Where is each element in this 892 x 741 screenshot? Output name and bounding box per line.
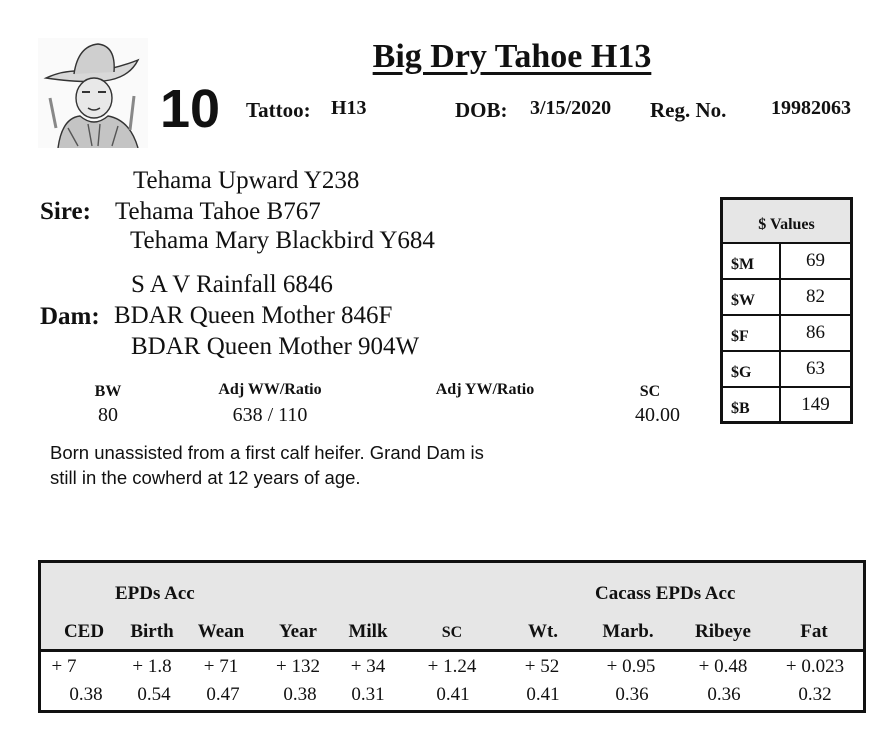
epd-value: + 52 xyxy=(524,656,560,677)
column-header: Birth xyxy=(130,621,174,642)
epd-value: + 0.48 xyxy=(698,656,748,677)
dob-label: DOB: xyxy=(455,98,508,122)
lot-number: 10 xyxy=(160,79,221,139)
accuracy-value: 0.32 xyxy=(798,684,832,705)
accuracy-value: 0.54 xyxy=(137,684,171,705)
epd-table xyxy=(38,560,866,713)
carcass-epd-group-label: Cacass EPDs Acc xyxy=(595,583,736,604)
epd-value: + 34 xyxy=(350,656,386,677)
epd-value: + 132 xyxy=(276,656,320,677)
epd-value: + 1.8 xyxy=(132,656,172,677)
adj-ww-label: Adj WW/Ratio xyxy=(218,381,322,398)
cowboy-portrait-icon xyxy=(38,38,148,148)
accuracy-value: 0.36 xyxy=(707,684,741,705)
accuracy-value: 0.47 xyxy=(206,684,240,705)
dollar-values-title: $ Values xyxy=(723,200,850,244)
tattoo-value: H13 xyxy=(331,97,367,119)
sire-label: Sire: xyxy=(40,198,91,225)
epd-value: + 71 xyxy=(203,656,239,677)
epd-value: + 7 xyxy=(51,656,77,677)
note-line: Born unassisted from a first calf heifer. Grand Dam is xyxy=(50,442,484,463)
index-value: 69 xyxy=(806,250,825,271)
accuracy-value: 0.36 xyxy=(615,684,649,705)
index-label: $B xyxy=(723,388,781,424)
index-value: 82 xyxy=(806,286,825,307)
index-value: 86 xyxy=(806,322,825,343)
epd-value: + 0.023 xyxy=(785,656,845,677)
table-row xyxy=(723,388,850,424)
page-title: Big Dry Tahoe H13 xyxy=(372,38,652,75)
epd-table-header xyxy=(41,563,863,652)
sc-value: 40.00 xyxy=(635,404,680,426)
sc-label: SC xyxy=(639,383,661,400)
index-value: 63 xyxy=(806,358,825,379)
dollar-values-table xyxy=(720,197,853,424)
column-header: Wean xyxy=(197,621,245,642)
reg-label: Reg. No. xyxy=(650,98,727,122)
sire-dam: Tehama Mary Blackbird Y684 xyxy=(130,227,435,254)
column-header: Ribeye xyxy=(695,621,751,642)
index-label: $M xyxy=(723,244,781,278)
bw-label: BW xyxy=(94,383,122,400)
note-line: still in the cowherd at 12 years of age. xyxy=(50,467,361,488)
dam-label: Dam: xyxy=(40,303,100,330)
epd-value: + 1.24 xyxy=(427,656,477,677)
index-label: $G xyxy=(723,352,781,386)
dob-value: 3/15/2020 xyxy=(530,97,612,119)
bw-value: 80 xyxy=(98,404,118,426)
epd-value: + 0.95 xyxy=(606,656,656,677)
epd-group-label: EPDs Acc xyxy=(115,583,195,604)
table-row xyxy=(723,352,850,388)
accuracy-value: 0.41 xyxy=(526,684,560,705)
table-row xyxy=(723,280,850,316)
adj-yw-label: Adj YW/Ratio xyxy=(435,381,535,398)
dam-sire: S A V Rainfall 6846 xyxy=(131,271,333,298)
column-header: CED xyxy=(63,621,105,642)
column-header: Marb. xyxy=(602,621,654,642)
dam-name: BDAR Queen Mother 846F xyxy=(114,302,393,329)
index-label: $W xyxy=(723,280,781,314)
dam-dam: BDAR Queen Mother 904W xyxy=(131,333,420,360)
sire-name: Tehama Tahoe B767 xyxy=(115,198,321,225)
tattoo-label: Tattoo: xyxy=(246,98,311,122)
column-header: Year xyxy=(279,621,317,642)
accuracy-value: 0.38 xyxy=(69,684,103,705)
table-row xyxy=(723,316,850,352)
column-header: Wt. xyxy=(527,621,559,642)
breeding-note xyxy=(50,440,570,490)
index-value: 149 xyxy=(801,394,830,415)
accuracy-value: 0.31 xyxy=(351,684,385,705)
reg-value: 19982063 xyxy=(771,97,851,119)
column-header: Milk xyxy=(348,621,388,642)
column-header: Fat xyxy=(800,621,828,642)
accuracy-value: 0.41 xyxy=(436,684,470,705)
column-header: SC xyxy=(441,624,463,641)
adj-ww-value: 638 / 110 xyxy=(232,404,308,426)
index-label: $F xyxy=(723,316,781,350)
accuracy-value: 0.38 xyxy=(283,684,317,705)
sire-sire: Tehama Upward Y238 xyxy=(133,167,360,194)
table-row xyxy=(723,244,850,280)
